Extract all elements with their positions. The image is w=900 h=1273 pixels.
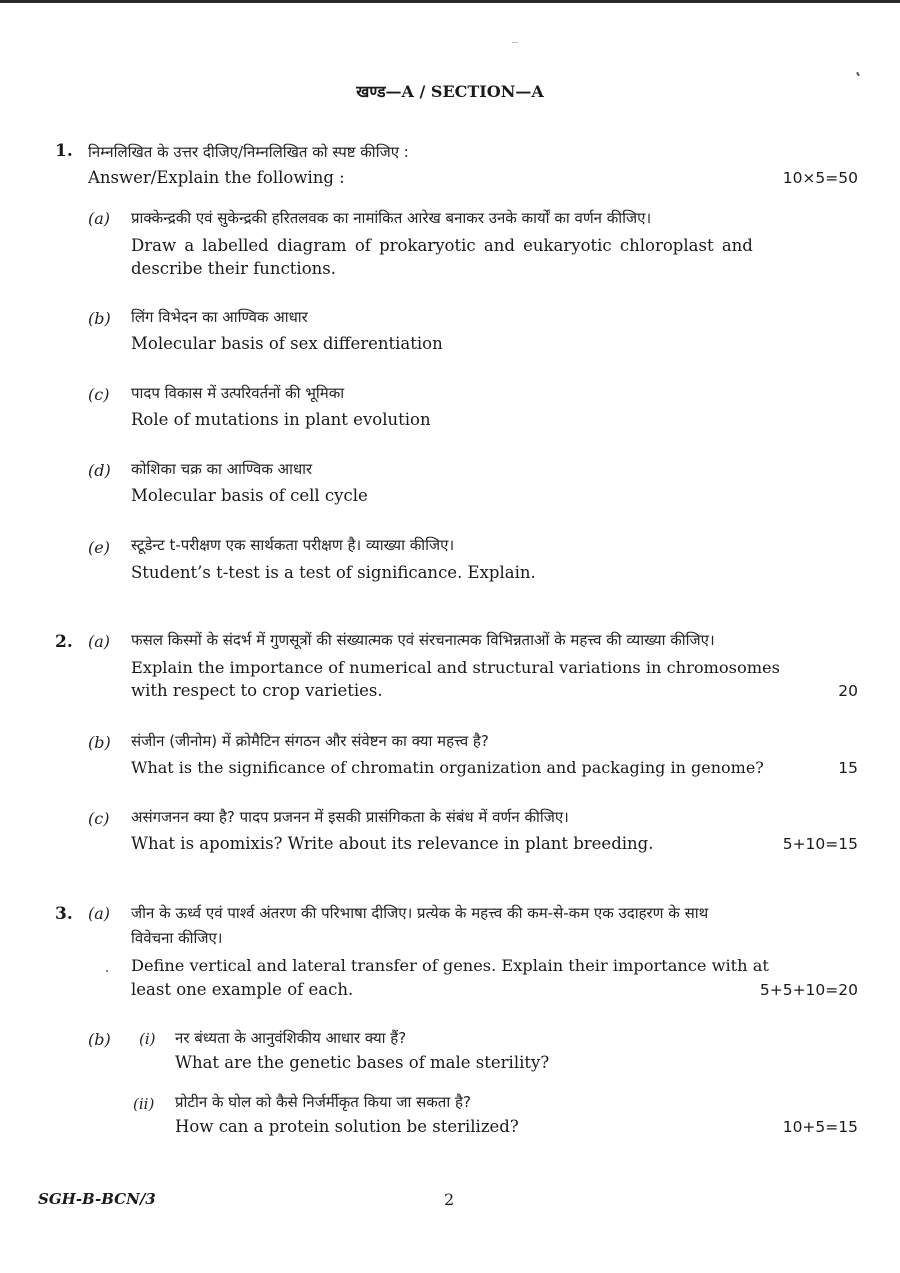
q3-part-a-marks: 5+5+10=20 [759, 981, 858, 999]
q1-part-b-english: Molecular basis of sex differentiation [131, 334, 443, 353]
q1-part-a-english-line1: Draw a labelled diagram of prokaryotic and eukaryotic chloroplast and [131, 236, 753, 255]
footer-paper-code: SGH-B-BCN/3 [38, 1190, 156, 1208]
q2-part-a-english-line2: with respect to crop varieties. [131, 681, 383, 700]
q1-part-e-hindi: स्टूडेन्ट t-परीक्षण एक सार्थकता परीक्षण है। व्याख्या कीजिए। [131, 536, 455, 554]
q2-part-b-hindi: संजीन (जीनोम) में क्रोमैटिन संगठन और संवेष्टन का क्या महत्त्व है? [131, 732, 489, 750]
q1-part-d-label: (d) [88, 461, 111, 480]
q1-part-c-hindi: पादप विकास में उत्परिवर्तनों की भूमिका [131, 384, 345, 402]
question-1-instruction-hindi: निम्नलिखित के उत्तर दीजिए/निम्नलिखित को स्पष्ट कीजिए : [88, 143, 409, 161]
q3-part-b-marks: 10+5=15 [782, 1118, 858, 1136]
q2-part-a-english-line1: Explain the importance of numerical and structural variations in chromosomes [131, 658, 780, 677]
q2-part-b-marks: 15 [838, 759, 858, 777]
q3-part-b-i-label: (i) [139, 1030, 156, 1048]
q2-part-a-label: (a) [88, 632, 111, 651]
q3-part-a-english-line1: Define vertical and lateral transfer of genes. Explain their importance with at [131, 956, 769, 975]
question-1-instruction-english: Answer/Explain the following : [88, 168, 345, 187]
q1-part-e-label: (e) [88, 538, 110, 557]
q2-part-c-marks: 5+10=15 [782, 835, 858, 853]
q3-part-a-hindi-line1: जीन के ऊर्ध्व एवं पार्श्व अंतरण की परिभाषा दीजिए। प्रत्येक के महत्त्व की कम-से-कम एक उदाहरण के साथ [131, 904, 709, 922]
q2-part-c-hindi: असंगजनन क्या है? पादप प्रजनन में इसकी प्रासंगिकता के संबंध में वर्णन कीजिए। [131, 808, 569, 826]
q3-part-b-ii-hindi: प्रोटीन के घोल को कैसे निर्जर्मीकृत किया जा सकता है? [175, 1093, 471, 1111]
section-title: खण्ड—A / SECTION—A [356, 82, 544, 101]
question-1-number: 1. [55, 141, 73, 161]
page-number: 2 [444, 1190, 455, 1209]
top-border-line [0, 0, 900, 3]
q1-part-b-hindi: लिंग विभेदन का आण्विक आधार [131, 308, 308, 326]
q1-part-a-hindi: प्राक्केन्द्रकी एवं सुकेन्द्रकी हरितलवक का नामांकित आरेख बनाकर उनके कार्यों का वर्णन कीजिए। [131, 209, 652, 227]
q1-part-a-english-line2: describe their functions. [131, 259, 336, 278]
q2-part-b-label: (b) [88, 733, 111, 752]
question-3-number: 3. [55, 904, 73, 924]
question-2-number: 2. [55, 632, 73, 652]
q2-part-c-english: What is apomixis? Write about its relevance in plant breeding. [131, 834, 654, 853]
q1-part-a-label: (a) [88, 209, 111, 228]
q1-part-d-english: Molecular basis of cell cycle [131, 486, 368, 505]
scan-speck [856, 72, 860, 76]
q3-part-b-i-hindi: नर बंध्यता के आनुवंशिकीय आधार क्या हैं? [175, 1029, 407, 1047]
q3-part-b-ii-label: (ii) [133, 1095, 155, 1113]
q3-part-a-hindi-line2: विवेचना कीजिए। [131, 929, 223, 947]
q3-part-b-ii-english: How can a protein solution be sterilized? [175, 1117, 519, 1136]
q3-part-b-i-english: What are the genetic bases of male sterility? [175, 1053, 550, 1072]
q3-part-a-english-line2: least one example of each. [131, 980, 354, 999]
q1-part-e-english: Student’s t-test is a test of significance. Explain. [131, 563, 536, 582]
q3-part-a-label: (a) [88, 904, 111, 923]
scan-speck [512, 42, 518, 43]
q3-part-b-label: (b) [88, 1030, 111, 1049]
question-1-marks: 10×5=50 [782, 169, 858, 187]
q2-part-a-hindi: फसल किस्मों के संदर्भ में गुणसूत्रों की संख्यात्मक एवं संरचनात्मक विभिन्नताओं के महत्त्व की व्याख्या कीजिए। [131, 631, 715, 649]
q2-part-b-english: What is the significance of chromatin organization and packaging in genome? [131, 758, 764, 777]
q1-part-d-hindi: कोशिका चक्र का आण्विक आधार [131, 460, 313, 478]
scan-speck [106, 970, 108, 972]
q1-part-c-label: (c) [88, 385, 110, 404]
q2-part-c-label: (c) [88, 809, 110, 828]
q1-part-c-english: Role of mutations in plant evolution [131, 410, 431, 429]
q2-part-a-marks: 20 [838, 682, 858, 700]
q1-part-b-label: (b) [88, 309, 111, 328]
